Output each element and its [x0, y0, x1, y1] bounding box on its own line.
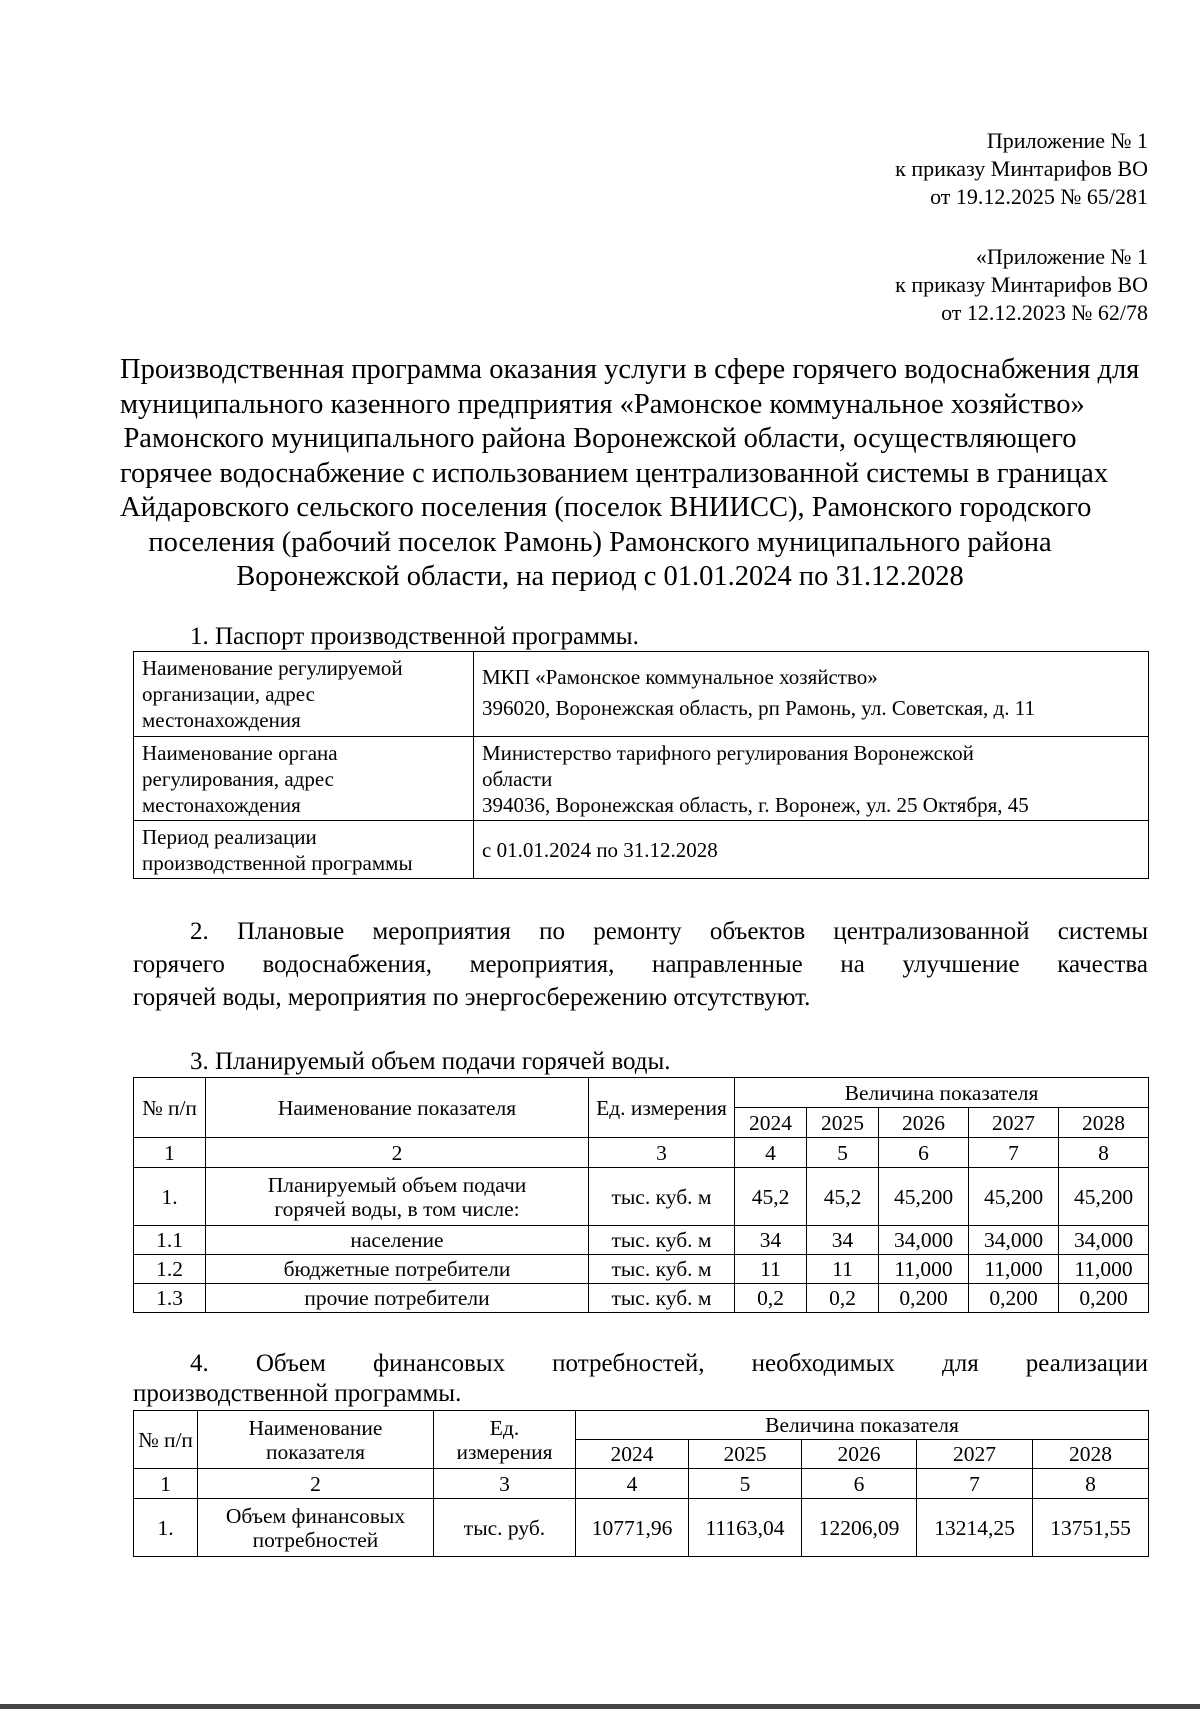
table-row — [134, 1284, 1149, 1313]
title-line: Производственная программа оказания услуги в сфере горячего водоснабжения для — [120, 354, 1140, 385]
table-header-row — [134, 1078, 1149, 1108]
header-year: 2028 — [1033, 1440, 1149, 1469]
appendix-current-line2: к приказу Минтарифов ВО — [895, 156, 1148, 181]
row-value: 11,000 — [969, 1255, 1059, 1284]
table-header-row — [134, 1411, 1149, 1440]
table-row — [134, 1168, 1149, 1226]
heading-word: реализации — [1025, 1350, 1148, 1377]
title-line: Айдаровского сельского поселения (поселок ВНИИСС), Рамонского городского — [120, 492, 1092, 523]
row-value: 11163,04 — [689, 1499, 802, 1557]
table-row — [134, 1226, 1149, 1255]
title-line: горячее водоснабжение с использованием централизованной системы в границах — [120, 457, 1109, 489]
appendix-current — [548, 127, 1148, 211]
row-num: 1.3 — [134, 1284, 206, 1313]
title-line: Воронежской области, на период с 01.01.2024 по 31.12.2028 — [236, 561, 964, 592]
header-year: 2024 — [576, 1440, 689, 1469]
index-cell: 4 — [576, 1469, 689, 1499]
index-cell: 2 — [198, 1469, 434, 1499]
passport-label-cell — [134, 737, 474, 821]
row-value: 11 — [735, 1255, 807, 1284]
row-value: 45,200 — [969, 1168, 1059, 1226]
section2-line3-text: горячей воды, мероприятия по энергосбережению отсутствуют. — [133, 984, 811, 1011]
value-line: 396020, Воронежская область, рп Рамонь, ул. Советская, д. 11 — [482, 696, 1035, 720]
passport-value-cell — [474, 821, 1149, 879]
scan-edge — [0, 1704, 1200, 1709]
index-cell: 6 — [879, 1138, 969, 1168]
heading-word: необходимых — [751, 1350, 895, 1377]
row-unit: тыс. куб. м — [589, 1284, 735, 1313]
heading-word-text: 4. — [190, 1350, 209, 1377]
row-value: 0,2 — [735, 1284, 807, 1313]
row-value: 45,2 — [807, 1168, 879, 1226]
passport-label-cell — [134, 821, 474, 879]
section4-heading — [133, 1349, 1148, 1409]
value-line: с 01.01.2024 по 31.12.2028 — [482, 837, 718, 862]
table-row — [134, 652, 1149, 737]
row-unit: тыс. куб. м — [589, 1168, 735, 1226]
appendix-previous-line1: «Приложение № 1 — [975, 244, 1148, 269]
section2-paragraph — [133, 915, 1148, 1014]
row-value: 45,200 — [1059, 1168, 1149, 1226]
row-name: население — [206, 1226, 589, 1255]
row-unit: тыс. куб. м — [589, 1226, 735, 1255]
appendix-previous-line3: от 12.12.2023 № 62/78 — [941, 300, 1148, 325]
section1-heading: 1. Паспорт производственной программы. — [190, 623, 639, 650]
label-line: организации, адрес — [142, 682, 315, 706]
passport-table — [133, 651, 1149, 879]
header-unit: Ед. измерения — [434, 1411, 576, 1469]
heading-word: финансовых — [372, 1350, 506, 1377]
header-year: 2028 — [1059, 1108, 1149, 1138]
label-line: местонахождения — [142, 708, 301, 732]
header-year: 2026 — [802, 1440, 917, 1469]
row-num: 1.2 — [134, 1255, 206, 1284]
row-value: 0,200 — [969, 1284, 1059, 1313]
index-cell: 7 — [969, 1138, 1059, 1168]
row-value: 12206,09 — [802, 1499, 917, 1557]
row-value: 0,200 — [879, 1284, 969, 1313]
row-value: 34 — [807, 1226, 879, 1255]
header-year: 2026 — [879, 1108, 969, 1138]
heading-word: потребностей, — [552, 1350, 705, 1377]
heading-word: для — [942, 1350, 979, 1377]
row-name: прочие потребители — [206, 1284, 589, 1313]
value-line: области — [482, 766, 553, 791]
row-value: 0,2 — [807, 1284, 879, 1313]
passport-value-cell — [474, 737, 1149, 821]
label-line: местонахождения — [142, 792, 301, 817]
title-line: Рамонского муниципального района Воронежской области, осуществляющего — [123, 423, 1077, 454]
index-cell: 1 — [134, 1469, 198, 1499]
row-value: 34,000 — [879, 1226, 969, 1255]
header-year: 2027 — [917, 1440, 1033, 1469]
table-index-row — [134, 1138, 1149, 1168]
header-name: Наименование показателя — [198, 1411, 434, 1469]
row-value: 11,000 — [1059, 1255, 1149, 1284]
header-year: 2027 — [969, 1108, 1059, 1138]
index-cell: 4 — [735, 1138, 807, 1168]
row-unit: тыс. куб. м — [589, 1255, 735, 1284]
row-num: 1. — [134, 1168, 206, 1226]
row-value: 34,000 — [969, 1226, 1059, 1255]
header-name: Наименование показателя — [206, 1078, 589, 1138]
index-cell: 1 — [134, 1138, 206, 1168]
table-index-row — [134, 1469, 1149, 1499]
header-num: № п/п — [134, 1078, 206, 1138]
financial-needs-table — [133, 1410, 1149, 1557]
row-num: 1. — [134, 1499, 198, 1557]
section2-line — [133, 915, 1148, 948]
header-year: 2025 — [689, 1440, 802, 1469]
heading-word: Объем — [255, 1350, 326, 1377]
label-line: Наименование регулируемой — [142, 656, 403, 680]
section3-heading: 3. Планируемый объем подачи горячей воды. — [190, 1048, 671, 1075]
index-cell: 5 — [807, 1138, 879, 1168]
row-value: 11 — [807, 1255, 879, 1284]
index-cell: 5 — [689, 1469, 802, 1499]
label-line: Период реализации — [142, 824, 317, 849]
value-line: МКП «Рамонское коммунальное хозяйство» — [482, 665, 878, 689]
hot-water-volume-table — [133, 1077, 1149, 1313]
header-year: 2025 — [807, 1108, 879, 1138]
row-unit: тыс. руб. — [434, 1499, 576, 1557]
index-cell: 6 — [802, 1469, 917, 1499]
index-cell: 3 — [589, 1138, 735, 1168]
index-cell: 3 — [434, 1469, 576, 1499]
label-line: производственной программы — [142, 850, 413, 875]
index-cell: 8 — [1033, 1469, 1149, 1499]
row-name: Планируемый объем подачи горячей воды, в том числе: — [206, 1168, 589, 1226]
index-cell: 8 — [1059, 1138, 1149, 1168]
table-row — [134, 821, 1149, 879]
header-num: № п/п — [134, 1411, 198, 1469]
appendix-current-line3: от 19.12.2025 № 65/281 — [930, 184, 1148, 209]
title-line: муниципального казенного предприятия «Рамонское коммунальное хозяйство» — [120, 388, 1085, 420]
row-value: 45,200 — [879, 1168, 969, 1226]
row-value: 13751,55 — [1033, 1499, 1149, 1557]
header-value-group: Величина показателя — [576, 1411, 1149, 1440]
header-year: 2024 — [735, 1108, 807, 1138]
passport-value-cell — [474, 652, 1149, 737]
appendix-previous — [548, 243, 1148, 327]
row-value: 45,2 — [735, 1168, 807, 1226]
value-line: 394036, Воронежская область, г. Воронеж, ул. 25 Октября, 45 — [482, 792, 1029, 817]
row-value: 10771,96 — [576, 1499, 689, 1557]
section4-heading-line2: производственной программы. — [133, 1380, 462, 1407]
row-num: 1.1 — [134, 1226, 206, 1255]
row-name: Объем финансовых потребностей — [198, 1499, 434, 1557]
section4-heading-line1 — [133, 1349, 1148, 1379]
label-line: Наименование органа — [142, 740, 338, 765]
row-value: 11,000 — [879, 1255, 969, 1284]
section2-line2-text: горячего водоснабжения, мероприятия, направленные на улучшение качества — [133, 951, 1148, 978]
label-line: регулирования, адрес — [142, 766, 334, 791]
table-row — [134, 1255, 1149, 1284]
title-line: поселения (рабочий поселок Рамонь) Рамонского муниципального района — [148, 526, 1052, 558]
row-name: бюджетные потребители — [206, 1255, 589, 1284]
header-unit: Ед. измерения — [589, 1078, 735, 1138]
value-line: Министерство тарифного регулирования Воронежской — [482, 740, 974, 765]
appendix-current-line1: Приложение № 1 — [986, 128, 1148, 153]
table-row — [134, 737, 1149, 821]
row-value: 13214,25 — [917, 1499, 1033, 1557]
index-cell: 2 — [206, 1138, 589, 1168]
heading-word — [133, 1349, 209, 1379]
header-value-group: Величина показателя — [735, 1078, 1149, 1108]
index-cell: 7 — [917, 1469, 1033, 1499]
passport-label-cell — [134, 652, 474, 737]
row-value: 0,200 — [1059, 1284, 1149, 1313]
appendix-previous-line2: к приказу Минтарифов ВО — [895, 272, 1148, 297]
row-value: 34 — [735, 1226, 807, 1255]
section2-line1-text: 2. Плановые мероприятия по ремонту объектов централизованной системы — [190, 918, 1148, 945]
table-row — [134, 1499, 1149, 1557]
row-value: 34,000 — [1059, 1226, 1149, 1255]
document-title — [120, 353, 1140, 595]
